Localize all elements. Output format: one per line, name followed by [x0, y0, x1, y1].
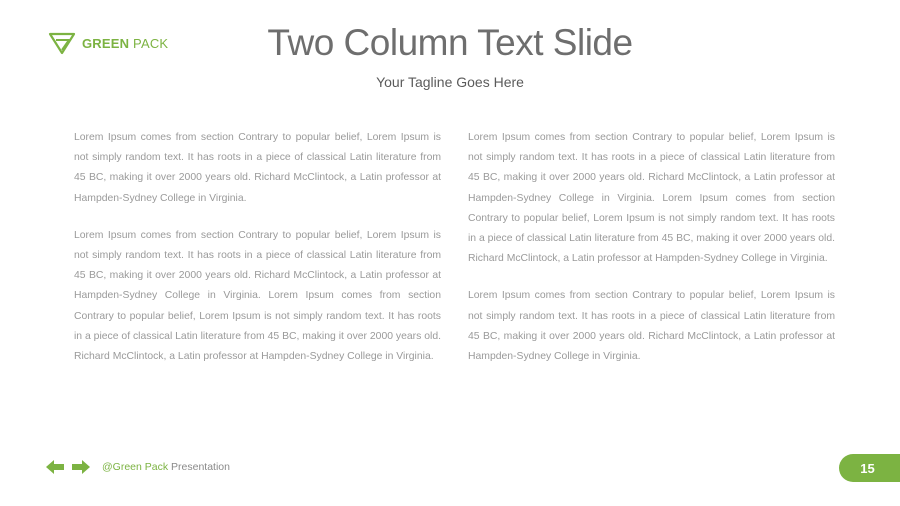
- slide-tagline: Your Tagline Goes Here: [376, 74, 524, 90]
- page-number-badge: [839, 454, 900, 482]
- footer-brand: @Green Pack: [102, 461, 169, 473]
- logo-word-green: GREEN: [82, 35, 130, 51]
- right-column: [468, 128, 835, 384]
- left-paragraph-2: Lorem Ipsum comes from section Contrary to popular belief, Lorem Ipsum is not simply random text. It has roots in a piece of classical Latin literature from 45 BC, making it over 2000 years old. Richard McClintock, a Latin professor at Hampden-Sydney College in Virginia. Lorem Ipsum comes from section Contrary to popular belief, Lorem Ipsum is not simply random text. It has roots in a piece of classical Latin literature from 45 BC, making it over 2000 years old. Richard McClintock, a Latin professor at Hampden-Sydney College in Virginia.: [74, 229, 441, 363]
- slide-title: Two Column Text Slide: [267, 22, 633, 63]
- footer-suffix: Presentation: [168, 461, 230, 473]
- left-paragraph-1: Lorem Ipsum comes from section Contrary to popular belief, Lorem Ipsum is not simply random text. It has roots in a piece of classical Latin literature from 45 BC, making it over 2000 years old. Richard McClintock, a Latin professor at Hampden-Sydney College in Virginia.: [74, 132, 441, 204]
- left-column: [74, 128, 441, 384]
- arrow-left-icon[interactable]: [46, 460, 64, 474]
- logo-word-pack: PACK: [133, 35, 169, 51]
- right-paragraph-2: Lorem Ipsum comes from section Contrary to popular belief, Lorem Ipsum is not simply random text. It has roots in a piece of classical Latin literature from 45 BC, making it over 2000 years old. Richard McClintock, a Latin professor at Hampden-Sydney College in Virginia.: [468, 290, 835, 363]
- page-number: 15: [860, 460, 875, 476]
- slide-navigation: [46, 460, 90, 474]
- arrow-right-icon[interactable]: [72, 460, 90, 474]
- right-paragraph-1: Lorem Ipsum comes from section Contrary to popular belief, Lorem Ipsum is not simply random text. It has roots in a piece of classical Latin literature from 45 BC, making it over 2000 years old. Richard McClintock, a Latin professor at Hampden-Sydney College in Virginia. Lorem Ipsum comes from section Contrary to popular belief, Lorem Ipsum is not simply random text. It has roots in a piece of classical Latin literature from 45 BC, making it over 2000 years old. Richard McClintock, a Latin professor at Hampden-Sydney College in Virginia.: [468, 132, 835, 265]
- footer-caption: [102, 461, 230, 473]
